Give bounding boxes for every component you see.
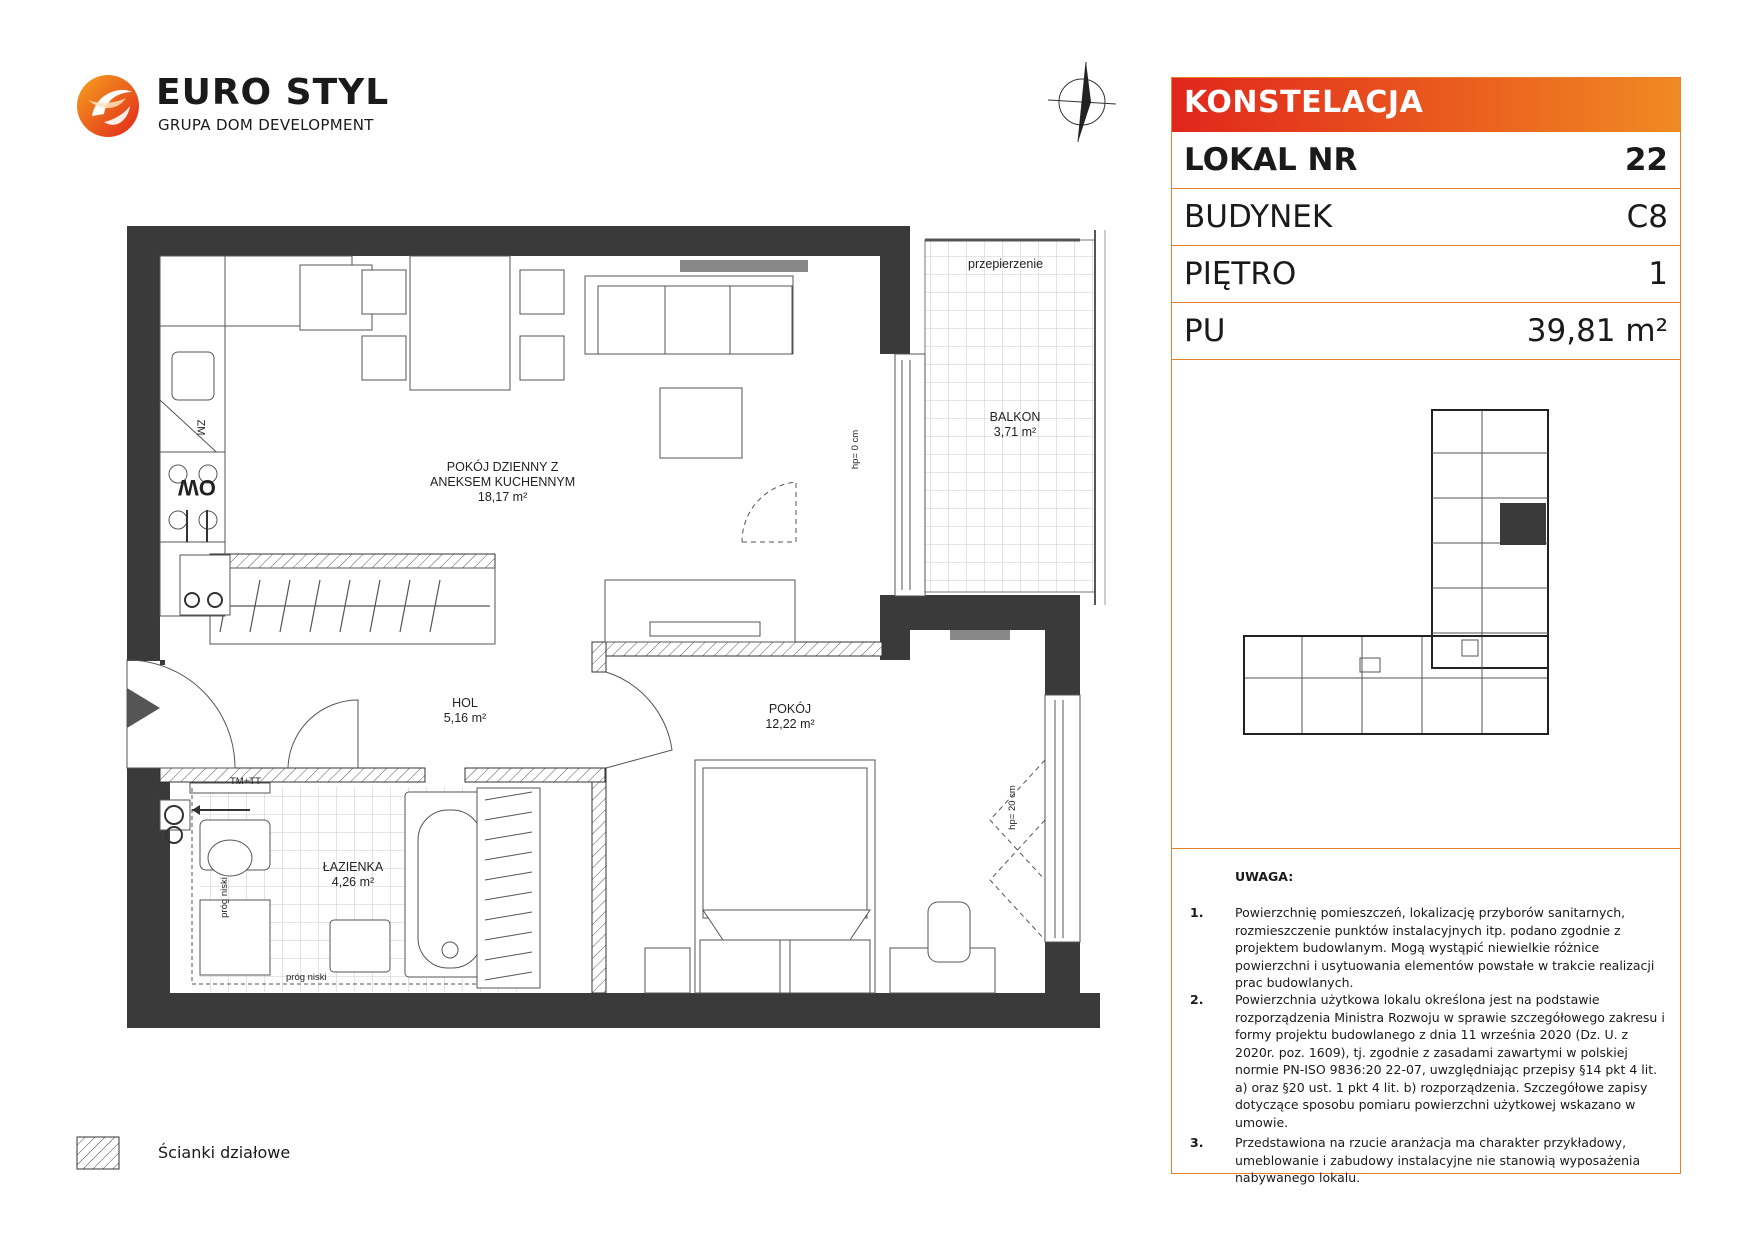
threshold-label-1: próg niski <box>218 877 230 918</box>
flame-logo-icon <box>74 70 146 142</box>
room-name: POKÓJ <box>768 702 812 716</box>
floor-key: PIĘTRO <box>1184 256 1297 292</box>
unit-number-key: LOKAL NR <box>1184 142 1358 178</box>
unit-number-value: 22 <box>1624 142 1668 178</box>
row-usable-area <box>1172 303 1680 360</box>
hall-name: HOL <box>452 696 478 710</box>
floor-plan <box>120 220 1120 1030</box>
living-room-label <box>430 460 575 505</box>
note-1-text: Powierzchnię pomieszczeń, lokalizację przyborów sanitarnych, rozmieszczenie punktów instalacyjnych itp. podano zgodnie z projektem budowlanym. Mogą wystąpić niewielkie różnice powierzchni i usytuowania elementów powstałe w trakcie realizacji prac budowlanych. <box>1235 905 1655 990</box>
bathroom-label <box>318 860 388 890</box>
north-arrow-icon <box>1042 56 1122 148</box>
notes-title: UWAGA: <box>1235 869 1294 884</box>
brand-name: EURO STYL <box>156 72 390 113</box>
project-name: KONSTELACJA <box>1184 85 1424 120</box>
brand-subtitle: GRUPA DOM DEVELOPMENT <box>158 116 374 134</box>
floor-value: 1 <box>1648 256 1668 292</box>
building-key: BUDYNEK <box>1184 199 1333 235</box>
row-floor <box>1172 246 1680 303</box>
hp20-label: hp= 20 cm <box>1006 785 1018 830</box>
bathroom-name: ŁAZIENKA <box>322 860 384 874</box>
note-2-text: Powierzchnia użytkowa lokalu określona jest na podstawie rozporządzenia Ministra Rozwoju w sprawie szczegółowego zakresu i formy projektu budowlanego z dnia 11 września 2020 (Dz. U. z 2020r. poz. 1609), tj. zgodnie z zasadami zawartymi w polskiej normie PN-ISO 9836:20 22-07, uwzględniając przepisy §14 pkt 4 lit. a) oraz §20 ust. 1 pkt 4 lit. b) rozporządzenia. Szczegółowe zapisy dotyczące sposobu pomiaru powierzchni użytkowej wskazano w umowie. <box>1235 992 1665 1130</box>
zm-label: ZM <box>194 419 207 436</box>
usable-area-key: PU <box>1184 313 1226 349</box>
tm-tt-label: TM+TT <box>230 776 261 787</box>
row-unit-number <box>1172 132 1680 189</box>
balcony-name: BALKON <box>989 410 1041 424</box>
room-label <box>752 702 828 732</box>
row-building <box>1172 189 1680 246</box>
usable-area-value: 39,81 m² <box>1526 313 1668 349</box>
ow-label: OW <box>178 475 216 500</box>
legend-label: Ścianki działowe <box>158 1143 291 1162</box>
building-value: C8 <box>1626 199 1668 235</box>
notes-divider <box>1172 848 1680 849</box>
living-room-name-line1: POKÓJ DZIENNY Z <box>446 460 559 474</box>
living-room-name-line2: ANEKSEM KUCHENNYM <box>430 475 576 489</box>
hall-area: 5,16 m² <box>443 711 487 725</box>
note-2-number: 2. <box>1190 992 1204 1007</box>
project-header <box>1172 78 1680 132</box>
threshold-label-2: próg niski <box>286 972 327 983</box>
info-panel <box>1171 77 1681 1185</box>
hall-label <box>430 696 500 726</box>
bathroom-area: 4,26 m² <box>331 875 375 889</box>
balcony-area: 3,71 m² <box>993 425 1037 439</box>
eurostyl-logo <box>74 70 394 140</box>
note-3-text: Przedstawiona na rzucie aranżacja ma charakter przykładowy, umeblowanie i zabudowy instalacyjne nie stanowią wyposażenia nabywanego lokalu. <box>1235 1135 1641 1185</box>
hp0-label: hp= 0 cm <box>850 429 862 470</box>
balcony-label <box>980 410 1050 440</box>
building-key-plan <box>1242 408 1612 798</box>
living-room-area: 18,17 m² <box>477 490 528 504</box>
hatch-legend-icon <box>76 1136 120 1170</box>
divider-label: przepierzenie <box>968 257 1044 271</box>
note-3-number: 3. <box>1190 1135 1204 1150</box>
note-1-number: 1. <box>1190 905 1204 920</box>
room-area: 12,22 m² <box>765 717 815 731</box>
